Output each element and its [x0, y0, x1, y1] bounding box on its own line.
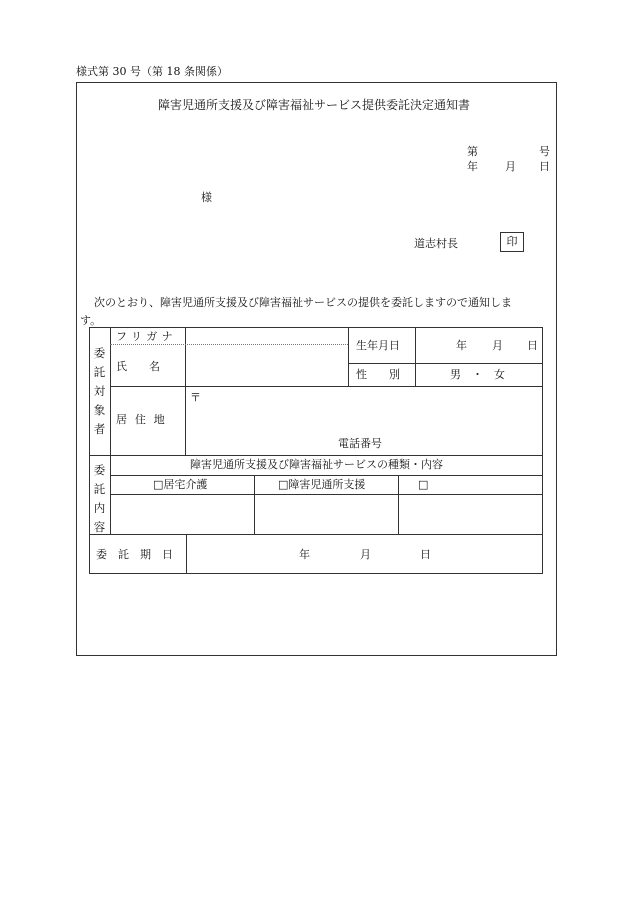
phone-label: 電話番号 — [338, 437, 382, 450]
period-year: 年 — [299, 548, 310, 561]
document-title: 障害児通所支援及び障害福祉サービス提供委託決定通知書 — [158, 98, 471, 112]
body-text-line1: 次のとおり、障害児通所支援及び障害福祉サービスの提供を委託しますので通知しま — [94, 296, 512, 309]
option-other[interactable]: □ — [418, 478, 429, 491]
date-month: 月 — [505, 160, 516, 173]
contract-header: 障害児通所支援及び障害福祉サービスの種類・内容 — [190, 458, 443, 471]
seal-box: 印 — [500, 232, 524, 252]
form-number: 様式第 30 号（第 18 条関係） — [76, 65, 228, 78]
period-label: 委 託 期 日 — [96, 548, 173, 561]
sex-options: 男 ・ 女 — [450, 368, 505, 381]
birthdate-label: 生年月日 — [356, 339, 400, 352]
address-label: 居 住 地 — [116, 413, 167, 426]
birthdate-month: 月 — [492, 339, 503, 352]
date-year: 年 — [467, 160, 478, 173]
birthdate-year: 年 — [456, 339, 467, 352]
period-day: 日 — [420, 548, 431, 561]
option-home-care[interactable]: □居宅介護 — [153, 478, 208, 491]
name-label: 氏 名 — [116, 360, 160, 373]
postal-mark: 〒 — [190, 391, 201, 404]
sex-label: 性 別 — [356, 368, 400, 381]
body-text-line2: す。 — [80, 314, 102, 327]
contract-group-label: 委託内容 — [93, 463, 106, 534]
furigana-label: フリガナ — [116, 330, 178, 343]
option-child-day-support[interactable]: □障害児通所支援 — [278, 478, 366, 491]
birthdate-day: 日 — [527, 339, 538, 352]
doc-number-suffix: 号 — [539, 145, 550, 158]
subject-group-label: 委託対象者 — [93, 346, 106, 436]
period-month: 月 — [360, 548, 371, 561]
doc-number-prefix: 第 — [467, 145, 478, 158]
issuer: 道志村長 — [414, 237, 458, 250]
date-day: 日 — [539, 160, 550, 173]
addressee-suffix: 様 — [201, 191, 212, 204]
